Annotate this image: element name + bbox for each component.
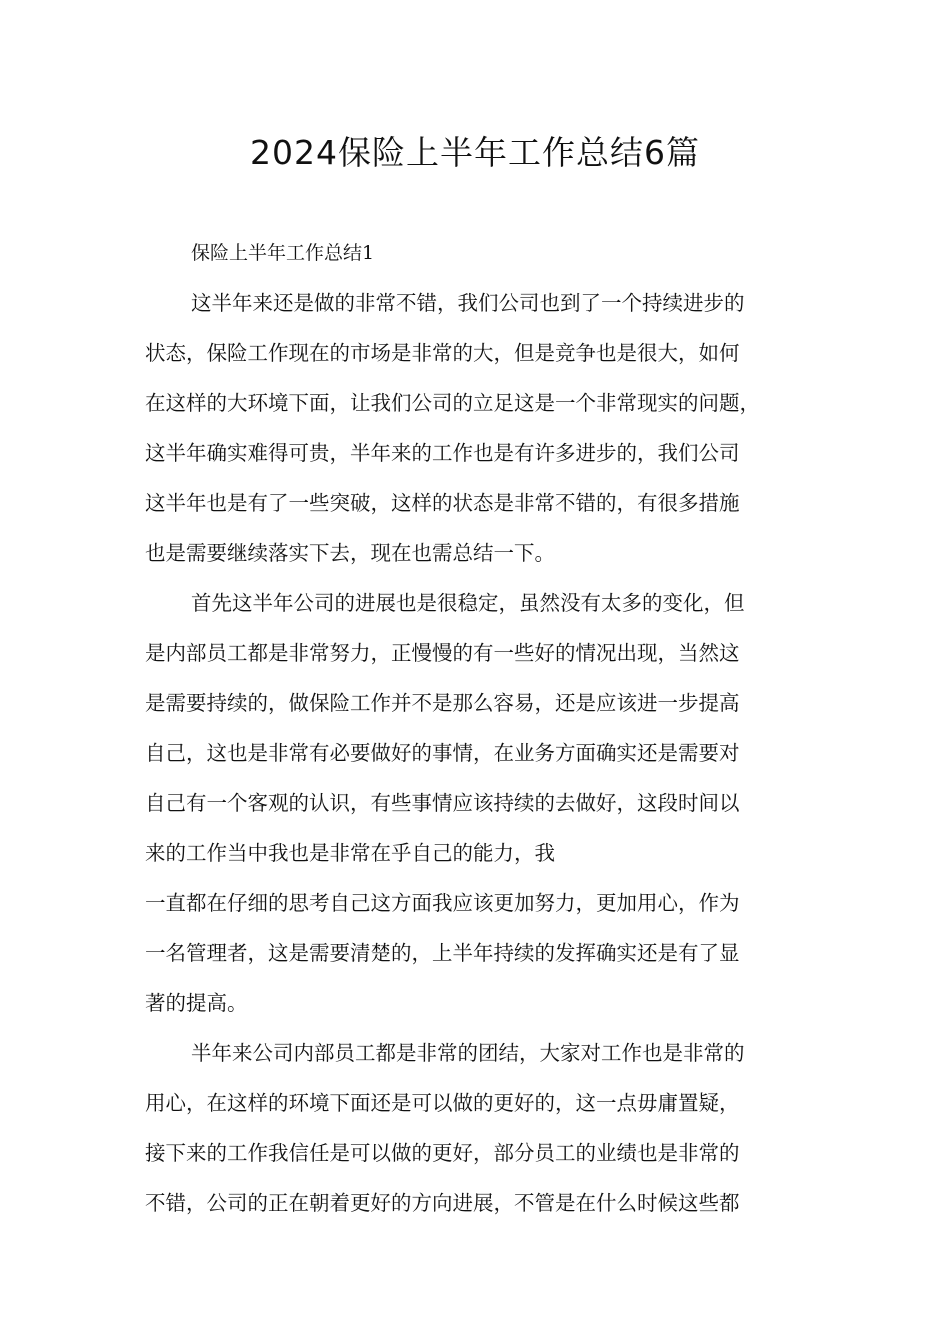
paragraph-line: 这半年确实难得可贵，半年来的工作也是有许多进步的，我们公司 xyxy=(145,441,740,465)
document-body xyxy=(145,228,815,1228)
paragraph-line: 状态，保险工作现在的市场是非常的大，但是竞争也是很大，如何 xyxy=(145,341,740,365)
paragraph-line: 也是需要继续落实下去，现在也需总结一下。 xyxy=(145,541,555,565)
paragraph-line: 自己，这也是非常有必要做好的事情，在业务方面确实还是需要对 xyxy=(145,741,740,765)
paragraph-line: 一名管理者，这是需要清楚的，上半年持续的发挥确实还是有了显 xyxy=(145,941,740,965)
paragraph-line: 半年来公司内部员工都是非常的团结，大家对工作也是非常的 xyxy=(191,1041,745,1065)
paragraph-line: 著的提高。 xyxy=(145,991,248,1015)
paragraph-line: 这半年也是有了一些突破，这样的状态是非常不错的，有很多措施 xyxy=(145,491,740,515)
paragraph-line: 这半年来还是做的非常不错，我们公司也到了一个持续进步的 xyxy=(191,291,745,315)
paragraph-line: 不错，公司的正在朝着更好的方向进展，不管是在什么时候这些都 xyxy=(145,1191,740,1215)
paragraph-line: 是需要持续的，做保险工作并不是那么容易，还是应该进一步提高 xyxy=(145,691,740,715)
paragraph-line: 是内部员工都是非常努力，正慢慢的有一些好的情况出现，当然这 xyxy=(145,641,740,665)
paragraph-line: 接下来的工作我信任是可以做的更好，部分员工的业绩也是非常的 xyxy=(145,1141,740,1165)
paragraph-line: 自己有一个客观的认识，有些事情应该持续的去做好，这段时间以 xyxy=(145,791,740,815)
paragraph-line: 首先这半年公司的进展也是很稳定，虽然没有太多的变化，但 xyxy=(191,591,745,615)
section-heading: 保险上半年工作总结1 xyxy=(191,242,375,264)
document-title: 2024保险上半年工作总结6篇 xyxy=(250,133,700,172)
paragraph-line: 一直都在仔细的思考自己这方面我应该更加努力，更加用心，作为 xyxy=(145,891,740,915)
paragraph-line: 用心，在这样的环境下面还是可以做的更好的，这一点毋庸置疑， xyxy=(145,1091,740,1115)
paragraph-line: 在这样的大环境下面，让我们公司的立足这是一个非常现实的问题， xyxy=(145,391,760,415)
paragraph-line: 来的工作当中我也是非常在乎自己的能力，我 xyxy=(145,841,555,865)
